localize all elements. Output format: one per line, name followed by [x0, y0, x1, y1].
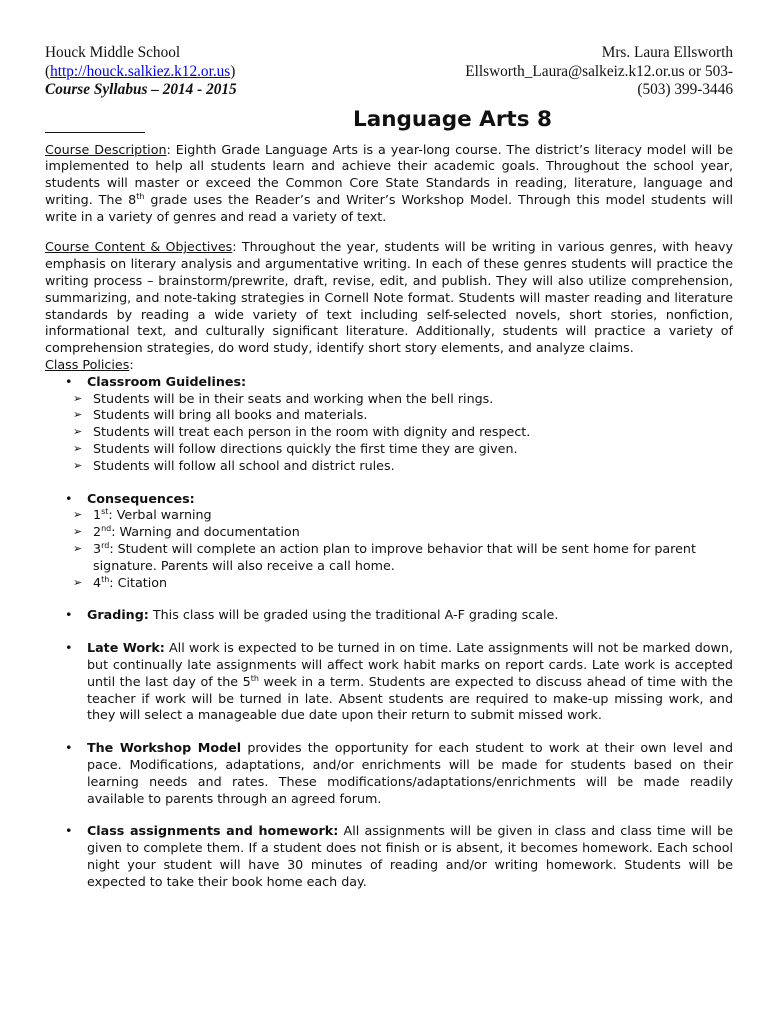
paren-open: ( — [45, 62, 51, 80]
guideline-text: Students will treat each person in the room with dignity and respect. — [93, 424, 531, 440]
school-website-link[interactable]: http://houck.salkiez.k12.or.us — [50, 62, 231, 80]
superscript: th — [250, 673, 259, 683]
bullet-icon: • — [65, 823, 73, 839]
late-work-label: Late Work: — [87, 640, 165, 656]
consequence-text: : Student will complete an action plan to improve behavior that will be sent home for parent signature. Parents will also receive a call home. — [93, 541, 696, 573]
teacher-phone: (503) 399-3446 — [637, 81, 733, 98]
course-description-text: : Eighth Grade Language Arts is a year-long course. The district’s literacy model will be implemented to help all students learn and achieve their academic goals. Throughout the school year, students will master or exceed the Common Core State Standards in reading, literature, language and writing. The 8 — [45, 141, 733, 207]
consequence-number: 1 — [93, 507, 102, 523]
guideline-text: Students will follow all school and district rules. — [93, 457, 395, 473]
teacher-email: Ellsworth_Laura@salkeiz.k12.or.us or 503- — [465, 62, 733, 80]
guideline-text: Students will bring all books and materials. — [93, 407, 368, 423]
list-item-late-work — [45, 640, 733, 740]
list-item — [45, 575, 733, 592]
list-item — [45, 507, 733, 524]
bullet-icon: • — [65, 373, 73, 389]
consequence-number: 3 — [93, 541, 102, 557]
superscript: th — [101, 574, 110, 584]
list-item — [45, 391, 733, 408]
course-description-text-end: grade uses the Reader’s and Writer’s Workshop Model. Through this model students will write in a variety of genres and read a variety of text. — [45, 191, 733, 224]
arrow-bullet-icon: ➢ — [73, 525, 83, 539]
document-header — [45, 44, 733, 100]
arrow-bullet-icon: ➢ — [73, 391, 83, 405]
policies-list — [45, 374, 733, 891]
bullet-icon: • — [65, 607, 73, 623]
list-item — [45, 541, 733, 575]
list-item — [45, 441, 733, 458]
guidelines-list — [45, 391, 733, 475]
list-item-workshop-model — [45, 740, 733, 823]
bullet-icon: • — [65, 640, 73, 656]
arrow-bullet-icon: ➢ — [73, 458, 83, 472]
bullet-icon: • — [65, 490, 73, 506]
consequences-list — [45, 507, 733, 591]
guideline-text: Students will follow directions quickly the first time they are given. — [93, 441, 518, 457]
teacher-name: Mrs. Laura Ellsworth — [601, 44, 733, 61]
arrow-bullet-icon: ➢ — [73, 408, 83, 422]
arrow-bullet-icon: ➢ — [73, 442, 83, 456]
list-item — [45, 524, 733, 541]
arrow-bullet-icon: ➢ — [73, 575, 83, 589]
course-content-text: : Throughout the year, students will be writing in various genres, with heavy emphasis on literary analysis and argumentative writing. In each of these genres students will practice the writing process – brainstorm/prewrite, draft, revise, edit, and publish. They will also utilize comprehension, summarizing, and note-taking strategies in Cornell Note format. Students will master reading and literature standards by reading a wide variety of text including self-selected novels, short stories, nonfiction, informational text, and culturally significant literature. Additionally, students will practice a variety of comprehension strategies, do word study, identify short story elements, and analyze claims. — [45, 239, 733, 356]
arrow-bullet-icon: ➢ — [73, 425, 83, 439]
course-content-heading: Course Content & Objectives — [45, 239, 233, 255]
guideline-text: Students will be in their seats and working when the bell rings. — [93, 390, 494, 406]
list-item — [45, 458, 733, 475]
colon: : — [129, 357, 134, 373]
list-item-guidelines — [45, 374, 733, 491]
bullet-icon: • — [65, 740, 73, 756]
list-item-grading — [45, 607, 733, 640]
homework-label: Class assignments and homework: — [87, 823, 339, 839]
superscript: nd — [101, 524, 112, 533]
syllabus-page — [45, 44, 733, 891]
class-policies-heading-line — [45, 357, 733, 374]
consequence-number: 2 — [93, 524, 102, 540]
syllabus-year: Course Syllabus – 2014 - 2015 — [45, 81, 237, 98]
workshop-model-text: provides the opportunity for each student to work at their own level and pace. Modifications, adaptations, and/or enrichments will be made for students based on their learning needs and rates. These modifications/adaptations/enrichments will be made readily available to parents through an agreed forum. — [87, 740, 733, 806]
superscript: th — [136, 191, 145, 201]
arrow-bullet-icon: ➢ — [73, 508, 83, 522]
title-row — [45, 106, 733, 140]
blank-underline — [45, 132, 145, 133]
superscript: st — [101, 507, 109, 517]
consequence-text: : Verbal warning — [108, 507, 212, 523]
course-description — [45, 142, 733, 226]
consequences-label: Consequences: — [87, 490, 195, 506]
consequence-number: 4 — [93, 574, 102, 590]
paren-close: ) — [230, 62, 236, 80]
document-body — [45, 142, 733, 891]
late-work-text-end: week in a term. Students are expected to discuss ahead of time with the teacher if work will be turned in late. Absent students are required to make-up missing work, and they will select a manageable due date upon their return to submit missed work. — [87, 673, 733, 723]
homework-text: All assignments will be given in class and class time will be given to complete them. If a student does not finish or is absent, it becomes homework. Each school night your student will have 30 minutes of reading and/or writing homework. Students will be expected to take their book home each day. — [87, 823, 733, 889]
course-description-heading: Course Description — [45, 141, 167, 157]
school-name: Houck Middle School — [45, 44, 181, 61]
late-work-text: All work is expected to be turned in on time. Late assignments will not be marked down, but continually late assignments will affect work habit marks on report cards. Late work is accepted until the last day of the 5 — [87, 640, 733, 689]
guidelines-label: Classroom Guidelines: — [87, 373, 247, 389]
grading-text: This class will be graded using the traditional A-F grading scale. — [148, 607, 559, 623]
class-policies-heading: Class Policies — [45, 357, 130, 373]
list-item-consequences — [45, 491, 733, 608]
arrow-bullet-icon: ➢ — [73, 542, 83, 556]
list-item — [45, 407, 733, 424]
grading-label: Grading: — [87, 607, 149, 623]
workshop-model-label: The Workshop Model — [87, 740, 242, 756]
course-content — [45, 239, 733, 357]
page-title: Language Arts 8 — [353, 106, 552, 132]
consequence-text: : Warning and documentation — [111, 524, 300, 540]
list-item — [45, 424, 733, 441]
school-url-line — [45, 63, 235, 82]
superscript: rd — [101, 540, 110, 550]
consequence-text: : Citation — [109, 574, 168, 590]
list-item-homework — [45, 823, 733, 890]
